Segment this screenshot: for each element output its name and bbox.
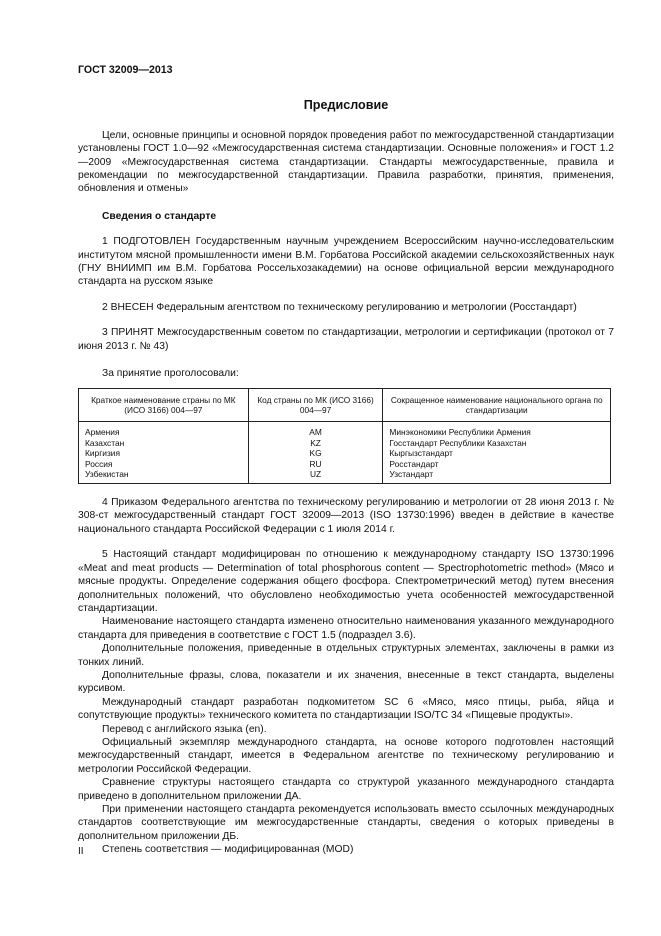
subheading: Сведения о стандарте: [102, 210, 217, 222]
table-row: [79, 469, 611, 483]
table-header-body: Сокращенное наименование национального органа по стандартизации: [383, 388, 611, 422]
item-5-committee-note: Международный стандарт разработан подкомитетом SC 6 «Мясо, мясо птицы, рыба, яйца и сопутствующие продукты» технического комитета по стандартизации ISO/TC 34 «Пищевые продукты».: [78, 696, 614, 722]
item-5-paragraph: 5 Настоящий стандарт модифицирован по отношению к международному стандарту ISO 13730:1996 «Meat and meat products — Determination of total phosphorous content — Spectrophotometric method» (Мясо и мясные продукты. Определение содержания общего фосфора. Спектрометрический метод) путем внесения дополнительных положений, что обусловлено необходимостью учета особенностей межгосударственной стандартизации.: [78, 549, 614, 614]
country-code: UZ: [248, 469, 383, 483]
intro-paragraph: Цели, основные принципы и основной порядок проведения работ по межгосударственной стандартизации установлены ГОСТ 1.0—92 «Межгосударственная система стандартизации. Основные положения» и ГОСТ 1.2—2009 «Межгосударственная система стандартизации. Стандарты межгосударственные, правила и рекомендации по межгосударственной стандартизации. Правила разработки, принятия, применения, обновления и отмены»: [78, 129, 614, 195]
standards-body: Минэкономики Республики Армения: [383, 422, 611, 438]
item-5-italic-note: Дополнительные фразы, слова, показатели и их значения, внесенные в текст стандарта, выделены курсивом.: [78, 669, 614, 695]
item-5-translation-note: Перевод с английского языка (en).: [102, 723, 267, 735]
country-code: KZ: [248, 438, 383, 449]
country-code: KG: [248, 448, 383, 459]
table-row: [79, 459, 611, 470]
country-code: RU: [248, 459, 383, 470]
item-5-conformity-note: Степень соответствия — модифицированная (MOD): [102, 844, 354, 856]
country-name: Киргизия: [79, 448, 249, 459]
document-page: [78, 64, 614, 857]
country-name: Россия: [79, 459, 249, 470]
table-header-row: [79, 388, 611, 422]
item-2-paragraph: 2 ВНЕСЕН Федеральным агентством по техническому регулированию и метрологии (Росстандарт): [102, 301, 577, 313]
voting-table: [78, 388, 611, 485]
page-number: II: [78, 846, 84, 857]
item-5-name-note: Наименование настоящего стандарта изменено относительно наименования указанного международного стандарта для приведения в соответствие с ГОСТ 1.5 (подраздел 3.6).: [78, 616, 614, 641]
item-5-official-copy-note: Официальный экземпляр международного стандарта, на основе которого подготовлен настоящий межгосударственный стандарт, имеется в Федеральном агентстве по техническому регулированию и метрологии Российской Федерации.: [78, 736, 614, 775]
standards-body: Росстандарт: [383, 459, 611, 470]
item-5-references-note: При применении настоящего стандарта рекомендуется использовать вместо ссылочных международных стандартов соответствующие им межгосударственные стандарты, сведения о которых приведены в дополнительном приложении ДБ.: [78, 804, 614, 842]
standards-body: Кыргызстандарт: [383, 448, 611, 459]
country-name: Казахстан: [79, 438, 249, 449]
country-name: Узбекистан: [79, 469, 249, 483]
table-row: [79, 422, 611, 438]
country-code: AM: [248, 422, 383, 438]
standards-body: Узстандарт: [383, 469, 611, 483]
item-5-frames-note: Дополнительные положения, приведенные в отдельных структурных элементах, заключены в рамки из тонких линий.: [78, 643, 614, 668]
table-row: [79, 438, 611, 449]
item-5-structure-note: Сравнение структуры настоящего стандарта со структурой указанного международного стандарта приведено в дополнительном приложении ДА.: [78, 777, 614, 802]
item-4-paragraph: 4 Приказом Федерального агентства по техническому регулированию и метрологии от 28 июня 2013 г. № 308-ст межгосударственный стандарт ГОСТ 32009—2013 (ISO 13730:1996) введен в действие в качестве национального стандарта Российской Федерации с 1 июля 2014 г.: [78, 497, 614, 535]
page-title: Предисловие: [303, 98, 389, 113]
table-header-code: Код страны по МК (ИСО 3166) 004—97: [248, 388, 383, 422]
vote-label: За принятие проголосовали:: [102, 368, 239, 380]
item-3-paragraph: 3 ПРИНЯТ Межгосударственным советом по стандартизации, метрологии и сертификации (протокол от 7 июня 2013 г. № 43): [78, 327, 614, 352]
table-header-country: Краткое наименование страны по МК (ИСО 3166) 004—97: [79, 388, 249, 422]
country-name: Армения: [79, 422, 249, 438]
document-header: ГОСТ 32009—2013: [78, 64, 173, 76]
item-1-paragraph: 1 ПОДГОТОВЛЕН Государственным научным учреждением Всероссийским научно-исследовательским институтом мясной промышленности имени В.М. Горбатова Российской академии сельскохозяйственных наук (ГНУ ВНИИМП им В.М. Горбатова Россельхозакадемии) на основе официальной версии международного стандарта на русском языке: [78, 236, 614, 288]
table-row: [79, 448, 611, 459]
standards-body: Госстандарт Республики Казахстан: [383, 438, 611, 449]
